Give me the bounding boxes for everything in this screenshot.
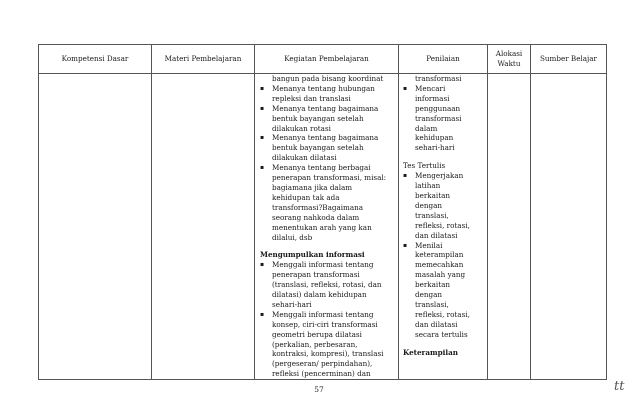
text-line: kehidupan tak ada: [272, 192, 340, 202]
text-line: Menilai: [415, 240, 443, 250]
kegiatan-bullet-4: [260, 163, 395, 242]
kegiatan-bullet-3: [260, 133, 395, 163]
text-line: berkaitan: [415, 280, 451, 290]
text-line: (perkalian, perbesaran,: [272, 339, 358, 349]
spacer: [260, 242, 395, 250]
text-line: kehidupan: [415, 133, 454, 143]
text-line: secara tertulis: [415, 329, 468, 339]
header-sumber-belajar: Sumber Belajar: [531, 45, 607, 74]
text-line: transformasi: [415, 113, 462, 123]
text-line: translasi,: [415, 210, 449, 220]
text-line: kontraksi, kompresi), translasi: [272, 349, 384, 359]
kegiatan-bullet-1: [260, 84, 395, 104]
cell-materi-pembelajaran: [152, 74, 255, 380]
cell-sumber-belajar: [531, 74, 607, 380]
kegiatan-bullet-2: [260, 104, 395, 134]
bullet-icon: ▪: [403, 84, 408, 92]
text-line: dan dilatasi: [415, 230, 458, 240]
penilaian-bullet-1: [403, 84, 484, 153]
header-materi-pembelajaran: Materi Pembelajaran: [152, 45, 255, 74]
bullet-icon: ▪: [260, 310, 265, 318]
text-line: bentuk bayangan setelah: [272, 143, 364, 153]
text-line: penggunaan: [415, 103, 461, 113]
table-row: [39, 74, 607, 380]
text-line: sehari-hari: [272, 299, 312, 309]
text-line: masalah yang: [415, 270, 466, 280]
text-line: dengan: [415, 290, 442, 300]
text-line: geometri berupa dilatasi: [272, 329, 362, 339]
text-line: berkaitan: [415, 190, 451, 200]
cell-kegiatan-pembelajaran: [255, 74, 399, 380]
header-kompetensi-dasar: Kompetensi Dasar: [39, 45, 152, 74]
text-line: Menanya tentang berbagai: [272, 163, 371, 173]
bullet-icon: ▪: [403, 241, 408, 249]
tes-tertulis-label: Tes Tertulis: [403, 161, 446, 171]
text-line: menentukan arah yang kan: [272, 222, 372, 232]
text-line: dilalui, dsb: [272, 232, 313, 242]
kegiatan-continuation-line: bangun pada bisang koordinat: [272, 74, 384, 83]
text-line: konsep, ciri-ciri transformasi: [272, 319, 378, 329]
text-line: dilakukan dilatasi: [272, 153, 337, 163]
lesson-plan-table: [38, 44, 607, 380]
text-line: Mengerjakan: [415, 171, 464, 181]
text-line: dengan: [415, 200, 442, 210]
text-line: refleksi, rotasi,: [415, 220, 470, 230]
page-number: 57: [314, 385, 324, 394]
penilaian-bullet-3: [403, 241, 484, 340]
header-alokasi-waktu: Alokasi Waktu: [488, 45, 531, 74]
penilaian-bullet-2: [403, 171, 484, 240]
text-line: Menanya tentang bagaimana: [272, 103, 379, 113]
spacer: [403, 340, 484, 348]
text-line: (translasi, refleksi, rotasi, dan: [272, 280, 382, 290]
cell-alokasi-waktu: [488, 74, 531, 380]
bullet-icon: ▪: [260, 84, 265, 92]
text-line: seorang nahkoda dalam: [272, 212, 360, 222]
text-line: Menggali informasi tentang: [272, 260, 374, 270]
text-line: refleksi (pencerminan) dan: [272, 369, 371, 379]
table-header-row: [39, 45, 607, 74]
spacer: [403, 153, 484, 161]
text-line: keterampilan: [415, 250, 464, 260]
bullet-icon: ▪: [403, 172, 408, 180]
bullet-icon: ▪: [260, 164, 265, 172]
kegiatan-bullet-5: [260, 260, 395, 310]
text-line: Menanya tentang hubungan: [272, 83, 375, 93]
text-line: repleksi dan translasi: [272, 93, 351, 103]
text-line: informasi: [415, 93, 450, 103]
kegiatan-bullet-6: [260, 310, 395, 379]
text-line: dalam: [415, 123, 438, 133]
bullet-icon: ▪: [260, 134, 265, 142]
section-heading-mengumpulkan-informasi: Mengumpulkan informasi: [260, 250, 365, 260]
cell-kompetensi-dasar: [39, 74, 152, 380]
text-line: memecahkan: [415, 260, 464, 270]
text-line: (pergeseran/ perpindahan),: [272, 359, 373, 369]
text-line: Menggali informasi tentang: [272, 309, 374, 319]
text-line: Menanya tentang bagaimana: [272, 133, 379, 143]
text-line: latihan: [415, 181, 441, 191]
text-line: dilakukan rotasi: [272, 123, 331, 133]
text-line: bagiamana jika dalam: [272, 182, 353, 192]
section-heading-keterampilan: Keterampilan: [403, 347, 458, 357]
text-line: dilatasi) dalam kehidupan: [272, 290, 367, 300]
bullet-icon: ▪: [260, 104, 265, 112]
text-line: Mencari: [415, 83, 446, 93]
text-line: penerapan transformasi, misal:: [272, 173, 387, 183]
text-line: dan dilatasi: [415, 319, 458, 329]
text-line: bentuk bayangan setelah: [272, 113, 364, 123]
header-kegiatan-pembelajaran: Kegiatan Pembelajaran: [255, 45, 399, 74]
text-line: transformasi?Bagaimana: [272, 202, 364, 212]
penilaian-continuation-line: transformasi: [415, 74, 462, 83]
text-line: sehari-hari: [415, 143, 455, 153]
text-line: penerapan transformasi: [272, 270, 360, 280]
header-penilaian: Penilaian: [399, 45, 488, 74]
text-line: translasi,: [415, 299, 449, 309]
bullet-icon: ▪: [260, 261, 265, 269]
logo-mark: tt: [614, 379, 625, 394]
cell-penilaian: [399, 74, 488, 380]
text-line: refleksi, rotasi,: [415, 309, 470, 319]
